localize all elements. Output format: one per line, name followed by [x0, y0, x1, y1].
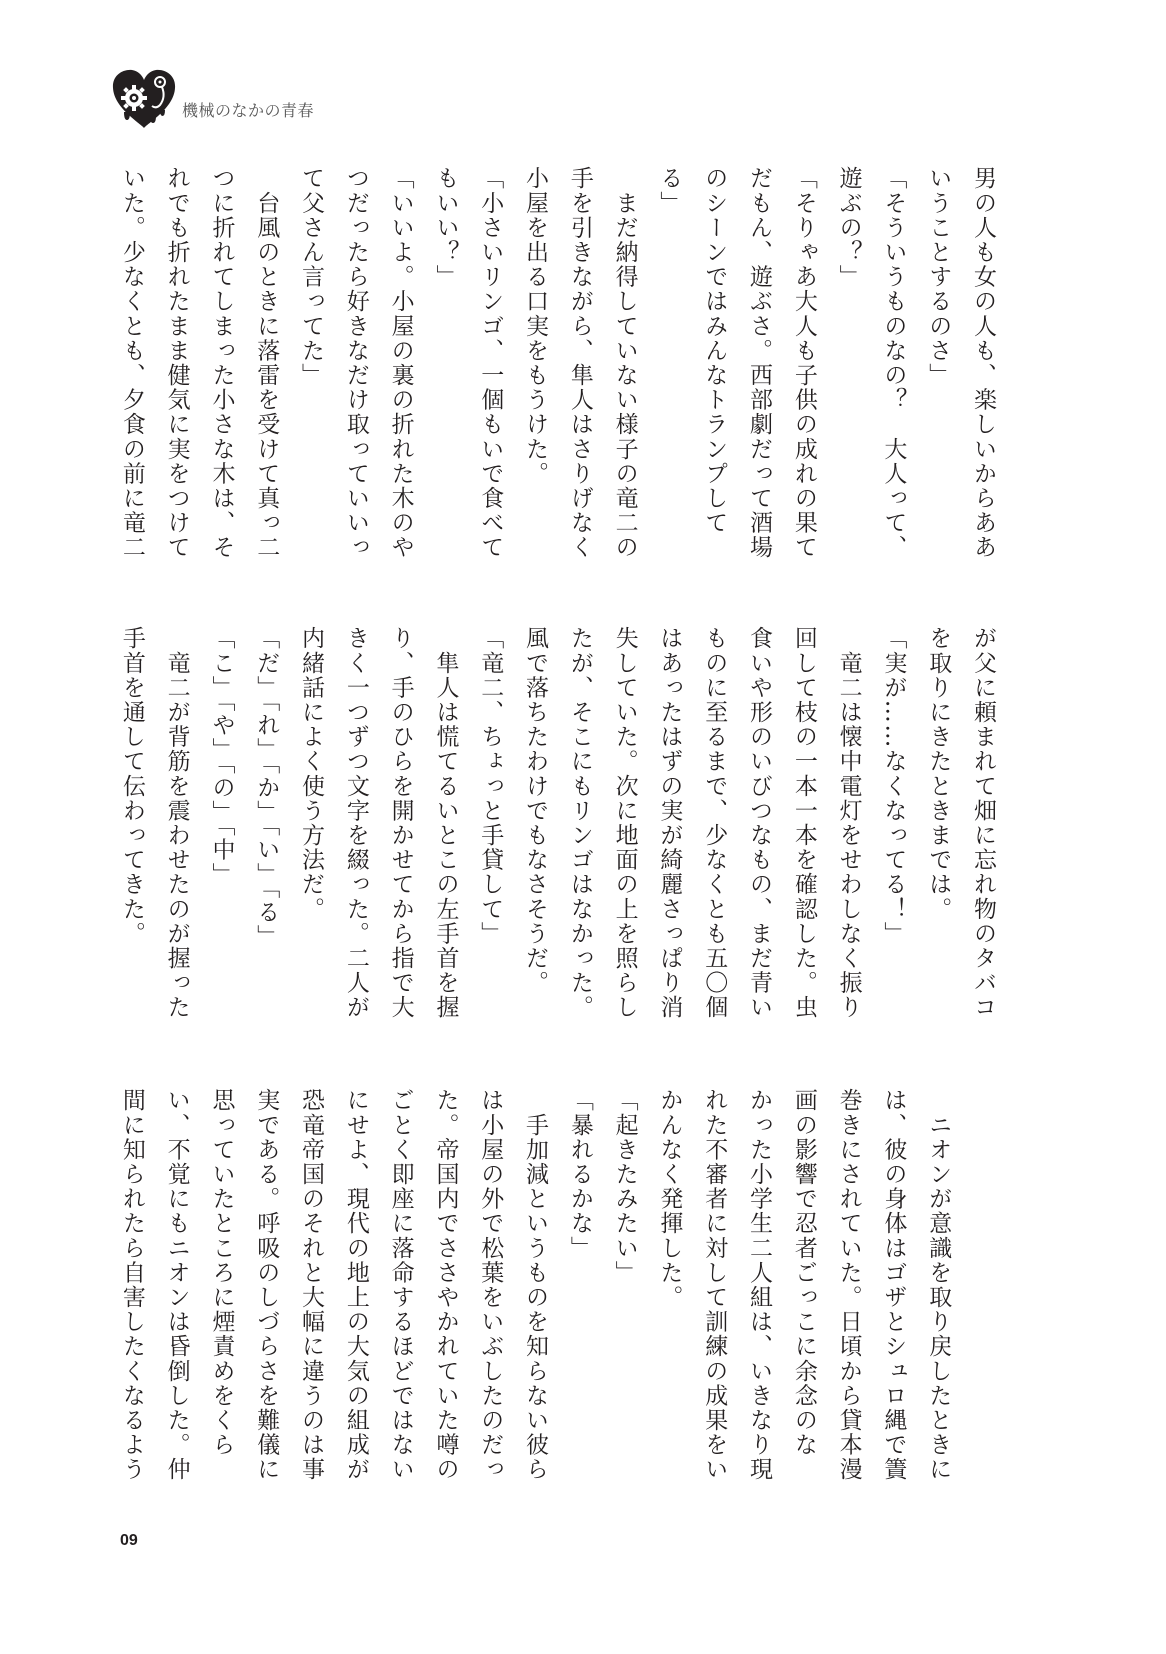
text-column: 「そういうものなの？ 大人って、	[880, 166, 907, 560]
text-column: 竜二が背筋を震わせたのが握った	[163, 626, 190, 1020]
text-column: 「起きたみたい」	[611, 1088, 638, 1285]
text-column: たが、そこにもリンゴはなかった。	[566, 626, 593, 1020]
heart-gear-icon	[110, 68, 178, 130]
text-column: が父に頼まれて畑に忘れ物のタバコ	[970, 626, 996, 1020]
text-column: 「だ」「れ」「か」「い」「る」	[253, 626, 280, 949]
text-column: いうことするのさ」	[925, 166, 952, 388]
text-tier-top	[109, 166, 1005, 566]
text-column: を取りにきたときまでは。	[925, 626, 952, 922]
text-column: 回して枝の一本一本を確認した。虫	[790, 626, 817, 1020]
text-column: 風で落ちたわけでもなさそうだ。	[522, 626, 549, 995]
text-column: まだ納得していない様子の竜二の	[611, 166, 638, 560]
text-column: 「そりゃあ大人も子供の成れの果て	[790, 166, 817, 560]
text-column: かった小学生二人組は、いきなり現	[746, 1088, 773, 1482]
text-column: れた不審者に対して訓練の成果をい	[701, 1088, 728, 1482]
text-column: ものに至るまで、少なくとも五〇個	[701, 626, 728, 1020]
text-column: 実である。呼吸のしづらさを難儀に	[253, 1088, 280, 1482]
text-column: り、手のひらを開かせてから指で大	[387, 626, 414, 1020]
text-column: 隼人は慌てるいとこの左手首を握	[432, 626, 459, 1020]
text-tier-middle	[109, 626, 1005, 1026]
text-column: 手を引きながら、隼人はさりげなく	[566, 166, 593, 560]
text-column: 恐竜帝国のそれと大幅に違うのは事	[298, 1088, 325, 1482]
text-column: 「いいよ。小屋の裏の折れた木のや	[387, 166, 414, 560]
text-column: 食いや形のいびつなもの、まだ青い	[746, 626, 773, 1020]
text-column: れでも折れたまま健気に実をつけて	[163, 166, 190, 560]
text-column: 遊ぶの？」	[835, 166, 862, 289]
text-column: 内緒話によく使う方法だ。	[298, 626, 325, 922]
text-column: 男の人も女の人も、楽しいからああ	[970, 166, 996, 560]
text-tier-bottom	[109, 1088, 1005, 1488]
text-column: 画の影響で忍者ごっこに余念のな	[790, 1088, 817, 1457]
text-column: ニオンが意識を取り戻したときに	[925, 1088, 952, 1482]
text-column: 巻きにされていた。日頃から貸本漫	[835, 1088, 862, 1482]
text-column: は、彼の身体はゴザとシュロ縄で簀	[880, 1088, 907, 1482]
text-column: はあったはずの実が綺麗さっぱり消	[656, 626, 683, 1020]
text-column: 小屋を出る口実をもうけた。	[522, 166, 549, 486]
text-column: は小屋の外で松葉をいぶしたのだっ	[477, 1088, 504, 1482]
text-column: 思っていたところに煙責めをくら	[208, 1088, 235, 1457]
text-column: て父さん言ってた」	[298, 166, 325, 388]
text-column: 「小さいリンゴ、一個もいで食べて	[477, 166, 504, 560]
text-column: 「暴れるかな」	[566, 1088, 593, 1261]
text-column: 「こ」「や」「の」「中」	[208, 626, 235, 887]
text-column: きく一つずつ文字を綴った。二人が	[342, 626, 369, 1020]
text-column: つに折れてしまった小さな木は、そ	[208, 166, 235, 560]
text-column: 失していた。次に地面の上を照らし	[611, 626, 638, 1020]
text-column: る」	[656, 166, 683, 216]
text-column: 「竜二、ちょっと手貸して」	[477, 626, 504, 946]
text-column: 竜二は懐中電灯をせわしなく振り	[835, 626, 862, 1020]
text-column: 間に知られたら自害したくなるよう	[118, 1088, 145, 1482]
text-column: ごとく即座に落命するほどではない	[387, 1088, 414, 1482]
text-column: 手加減というものを知らない彼ら	[522, 1088, 549, 1482]
text-column: もいい？」	[432, 166, 459, 289]
text-column: い、不覚にもニオンは昏倒した。仲	[163, 1088, 190, 1482]
page-number: 09	[120, 1532, 138, 1549]
text-column: いた。少なくとも、夕食の前に竜二	[118, 166, 145, 560]
text-column: にせよ、現代の地上の大気の組成が	[342, 1088, 369, 1482]
text-column: 台風のときに落雷を受けて真っ二	[253, 166, 280, 560]
text-column: つだったら好きなだけ取っていいっ	[342, 166, 369, 560]
text-column: かんなく発揮した。	[656, 1088, 683, 1310]
text-column: 「実が……なくなってる！」	[880, 626, 907, 946]
text-column: 手首を通して伝わってきた。	[118, 626, 145, 946]
text-column	[960, 1088, 1005, 1488]
text-column: だもん、遊ぶさ。西部劇だって酒場	[746, 166, 773, 560]
text-column: のシーンではみんなトランプして	[701, 166, 728, 535]
text-column: た。帝国内でささやかれていた噂の	[432, 1088, 459, 1482]
running-title: 機械のなかの青春	[182, 101, 315, 120]
